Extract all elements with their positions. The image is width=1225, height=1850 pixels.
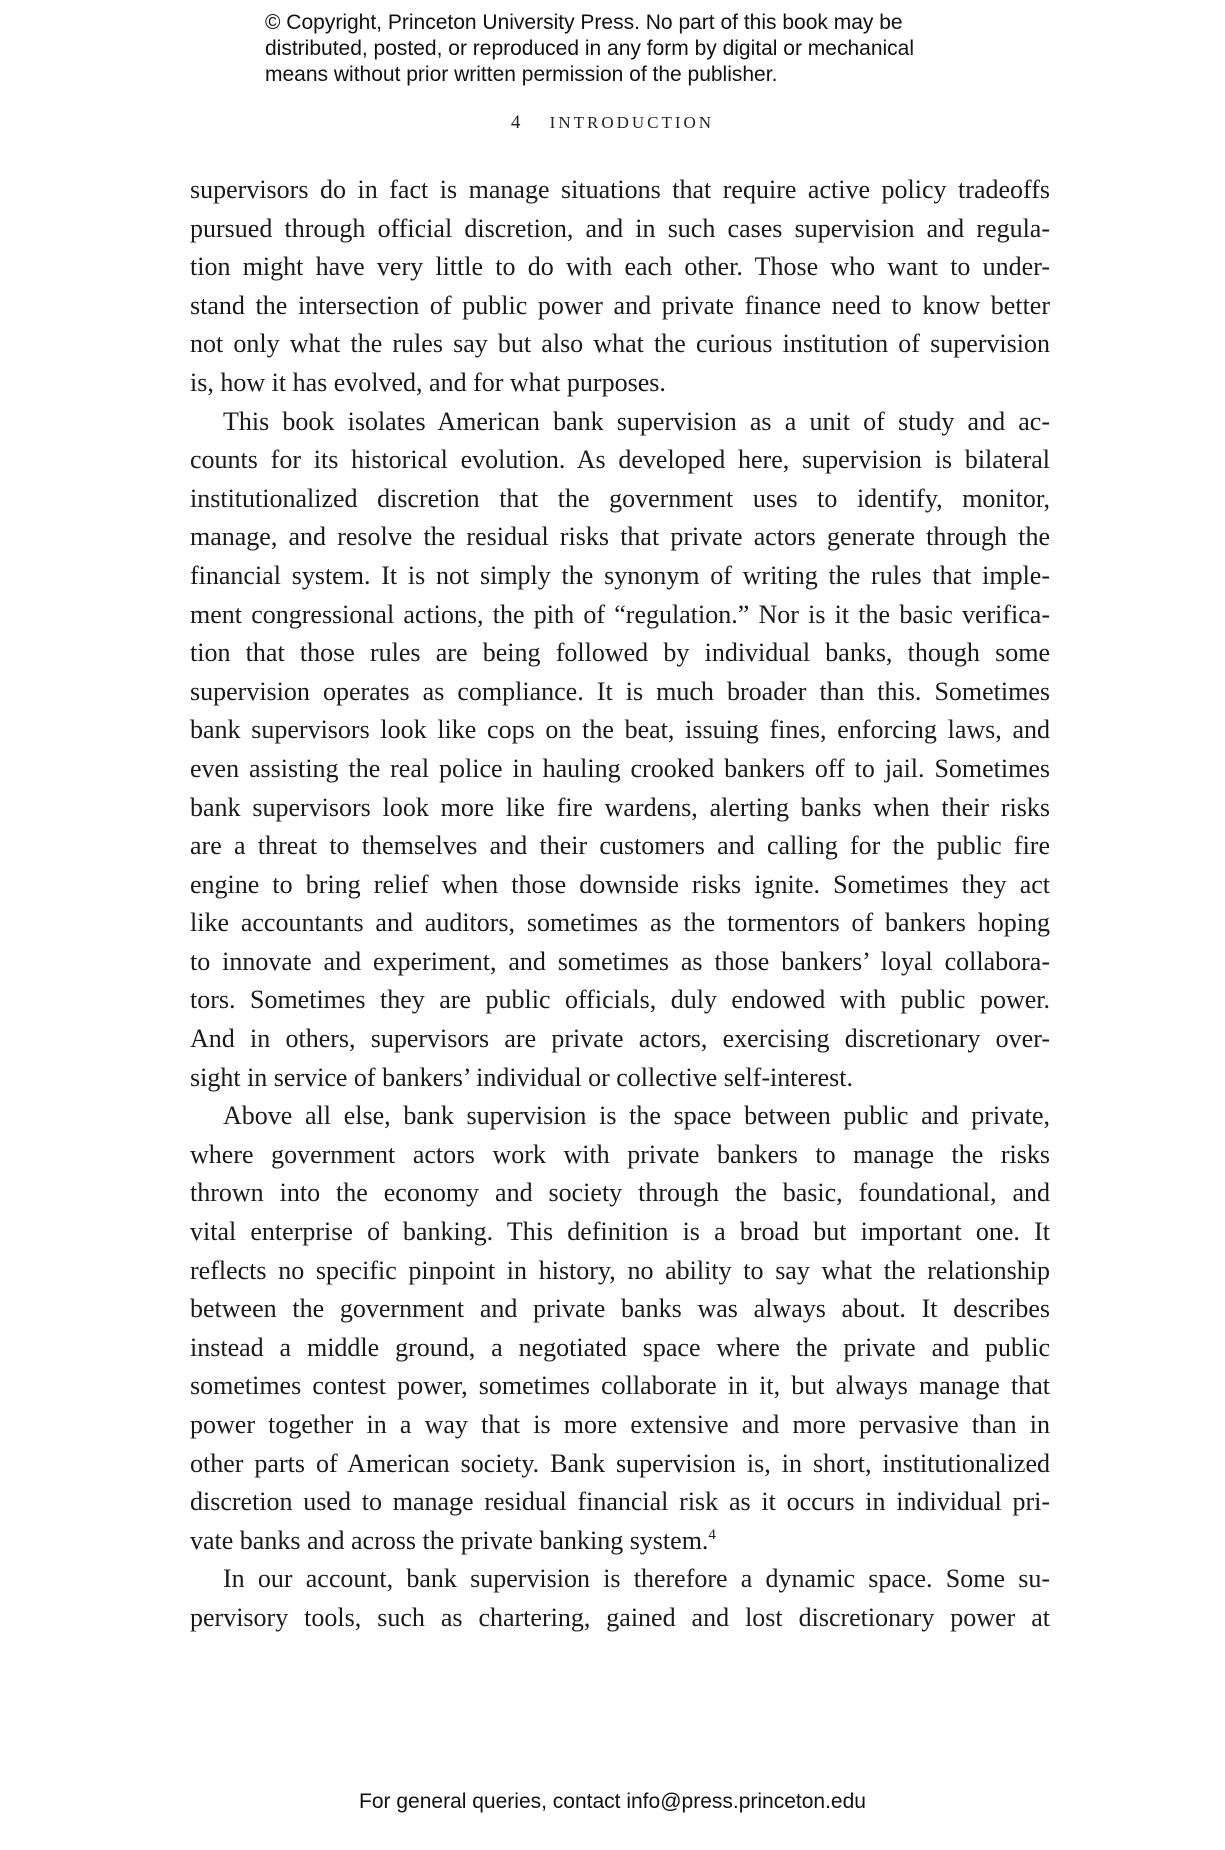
text-line: instead a middle ground, a negotiated space where the private and public [190,1332,1050,1362]
paragraph [190,403,1050,1098]
text-line: manage, and resolve the residual risks that private actors generate through the [190,522,1050,552]
text-line: thrown into the economy and society through the basic, foundational, and [190,1178,1050,1208]
text-line: other parts of American society. Bank supervision is, in short, institutionalized [190,1448,1050,1478]
paragraph [190,171,1050,403]
body-text [190,171,1050,1638]
text-line: bank supervisors look more like fire wardens, alerting banks when their risks [190,792,1050,822]
text-line: like accountants and auditors, sometimes as the tormentors of bankers hoping [190,908,1050,938]
text-line: Above all else, bank supervision is the space between public and private, [223,1101,1050,1131]
page-number: 4 [510,112,521,133]
text-line: stand the intersection of public power and private finance need to know better [190,290,1050,320]
section-title: INTRODUCTION [549,113,715,132]
text-line: pervisory tools, such as chartering, gained and lost discretionary power at [190,1602,1050,1632]
text-line: counts for its historical evolution. As developed here, supervision is bilateral [190,445,1050,475]
text-line: sometimes contest power, sometimes collaborate in it, but always manage that [190,1371,1050,1401]
footer-contact: For general queries, contact info@press.princeton.edu [359,1790,866,1813]
text-line: tion might have very little to do with each other. Those who want to under- [190,252,1050,282]
text-line: bank supervisors look like cops on the beat, issuing fines, enforcing laws, and [190,715,1050,745]
text-line: financial system. It is not simply the synonym of writing the rules that imple- [190,560,1050,590]
text-line: where government actors work with private bankers to manage the risks [190,1139,1050,1169]
text-line: vate banks and across the private banking system.$^4$ [190,1525,716,1555]
text-line: In our account, bank supervision is therefore a dynamic space. Some su- [223,1564,1050,1594]
copyright-notice [265,10,1025,88]
text-line: reflects no specific pinpoint in history, no ability to say what the relationship [190,1255,1050,1285]
text-line: power together in a way that is more extensive and more pervasive than in [190,1410,1050,1439]
text-line: to innovate and experiment, and sometimes as those bankers’ loyal collabora- [190,946,1050,976]
copyright-line: distributed, posted, or reproduced in any form by digital or mechanical [265,37,915,60]
text-line: between the government and private banks was always about. It describes [190,1294,1050,1324]
paragraph [190,1560,1050,1637]
text-line: tion that those rules are being followed by individual banks, though some [190,638,1050,668]
text-line: tors. Sometimes they are public officials, duly endowed with public power. [190,985,1050,1015]
text-line: supervision operates as compliance. It is much broader than this. Sometimes [190,676,1050,706]
text-line: is, how it has evolved, and for what purposes. [190,367,666,397]
text-line: even assisting the real police in hauling crooked bankers off to jail. Sometimes [190,753,1050,783]
text-line: engine to bring relief when those downside risks ignite. Sometimes they act [190,869,1050,899]
text-line: pursued through official discretion, and in such cases supervision and regula- [190,213,1050,243]
footnote-marker[interactable]: 4 [708,1526,716,1543]
copyright-line: © Copyright, Princeton University Press. No part of this book may be [265,11,903,34]
text-line: ment congressional actions, the pith of “regulation.” Nor is it the basic verifica- [190,599,1050,629]
text-line: sight in service of bankers’ individual or collective self-interest. [190,1062,854,1092]
text-line: And in others, supervisors are private actors, exercising discretionary over- [190,1024,1050,1054]
paragraph [190,1097,1050,1560]
text-line: vital enterprise of banking. This definition is a broad but important one. It [190,1217,1050,1247]
text-line: are a threat to themselves and their customers and calling for the public fire [190,831,1050,861]
text-line: discretion used to manage residual financial risk as it occurs in individual pri- [190,1487,1050,1517]
text-line: supervisors do in fact is manage situations that require active policy tradeoffs [190,175,1050,204]
text-line: institutionalized discretion that the government uses to identify, monitor, [190,483,1050,513]
text-line: not only what the rules say but also what the curious institution of supervision [190,329,1050,359]
copyright-line: means without prior written permission of the publisher. [265,63,778,86]
text-line: This book isolates American bank supervision as a unit of study and ac- [223,406,1050,436]
running-head [0,112,1225,134]
